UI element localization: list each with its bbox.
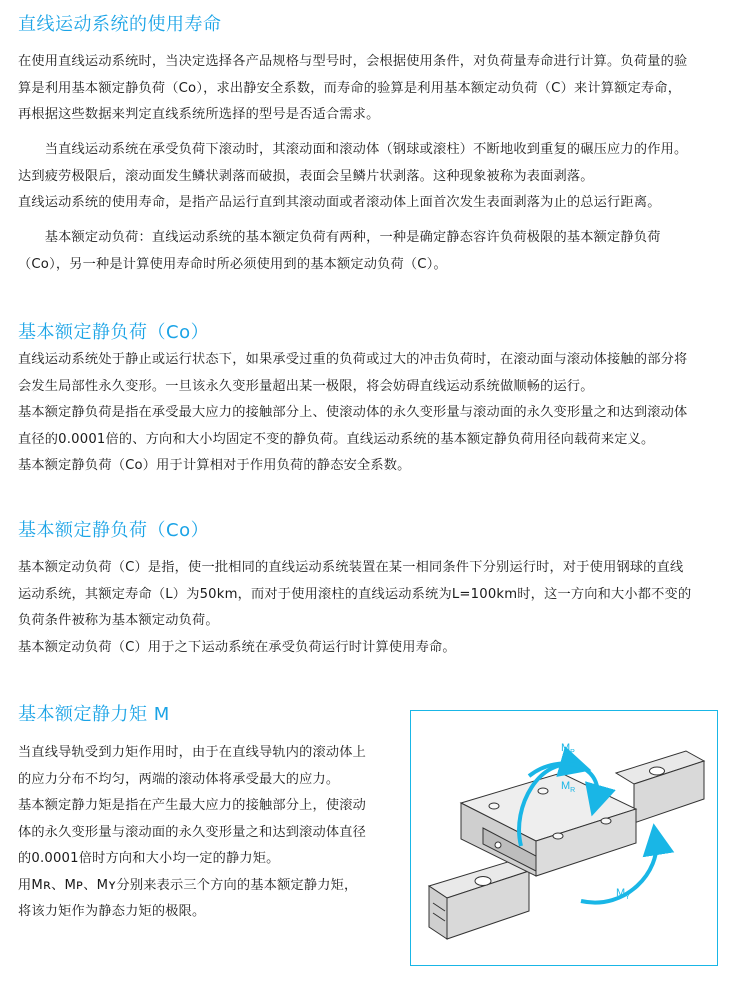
text-line: 基本额定静负荷是指在承受最大应力的接触部分上、使滚动体的永久变形量与滚动面的永久变形量之和达到滚动体 [18,405,688,420]
linear-guide-figure [410,710,718,966]
section-title-static-load: 基本额定静负荷（Co） [18,322,210,343]
text-line: （Co），另一种是计算使用寿命时所必须使用到的基本额定动负荷（C）。 [18,256,447,272]
text-line: 的0.0001倍时方向和大小均一定的静力矩。 [18,851,280,866]
text-line: 基本额定动负荷（C）用于之下运动系统在承受负荷运行时计算使用寿命。 [18,639,456,655]
paragraph-life-intro [18,49,718,129]
text-line: 当直线运动系统在承受负荷下滚动时，其滚动面和滚动体（钢球或滚柱）不断地收到重复的碾压应力的作用。 [18,142,688,157]
paragraph-load-types [18,225,718,278]
text-line: 直线运动系统处于静止或运行状态下，如果承受过重的负荷或过大的冲击负荷时，在滚动面与滚动体接触的部分将 [18,352,688,367]
section-title-service-life: 直线运动系统的使用寿命 [18,14,222,35]
text-line: 基本额定动负荷：直线运动系统的基本额定负荷有两种，一种是确定静态容许负荷极限的基本额定静负荷 [18,230,661,245]
carriage-block [461,773,636,876]
text-line: 达到疲劳极限后，滚动面发生鳞状剥落而破损，表面会呈鳞片状剥落。这种现象被称为表面剥落。 [18,168,594,184]
text-line: 直线运动系统的使用寿命，是指产品运行直到其滚动面或者滚动体上面首次发生表面剥落为止的总运行距离。 [18,195,661,210]
text-line: 负荷条件被称为基本额定动负荷。 [18,613,219,628]
section-title-static-moment: 基本额定静力矩 M [18,704,170,725]
label-my: $M_Y$ [616,887,630,901]
text-line: 体的永久变形量与滚动面的永久变形量之和达到滚动体直径 [18,824,367,840]
text-line: 用Mʀ、Mᴘ、Mʏ分别来表示三个方向的基本额定静力矩， [18,877,358,893]
text-line: 将该力矩作为静态力矩的极限。 [18,904,206,919]
text-line: 基本额定静力矩是指在产生最大应力的接触部分上，使滚动 [18,798,367,813]
text-line: 直径的0.0001倍的、方向和大小均固定不变的静负荷。直线运动系统的基本额定静负荷用径向载荷来定义。 [18,431,655,447]
paragraph-static-load [18,347,718,480]
paragraph-flaking [18,137,718,217]
label-mp: $M_P$ [561,742,575,756]
rail-front [429,861,529,939]
section-title-dynamic-load: 基本额定静负荷（Co） [18,520,210,541]
label-mr: $M_R$ [561,780,576,794]
text-line: 算是利用基本额定静负荷（Co），求出静安全系数，而寿命的验算是利用基本额定动负荷（C）来计算额定寿命， [18,80,682,96]
text-line: 会发生局部性永久变形。一旦该永久变形量超出某一极限，将会妨碍直线运动系统做顺畅的运行。 [18,378,594,394]
linear-guide-illustration [411,711,717,965]
paragraph-static-moment [18,740,398,926]
text-line: 基本额定静负荷（Co）用于计算相对于作用负荷的静态安全系数。 [18,458,411,473]
text-line: 基本额定动负荷（C）是指，使一批相同的直线运动系统装置在某一相同条件下分别运行时，对于使用钢球的直线 [18,560,684,575]
text-line: 的应力分布不均匀，两端的滚动体将承受最大的应力。 [18,771,340,787]
text-line: 当直线导轨受到力矩作用时，由于在直线导轨内的滚动体上 [18,745,367,760]
text-line: 在使用直线运动系统时，当决定选择各产品规格与型号时，会根据使用条件，对负荷量寿命进行计算。负荷量的验 [18,54,688,69]
text-line: 运动系统，其额定寿命（L）为50km，而对于使用滚柱的直线运动系统为L=100km时，这一方向和大小都不变的 [18,586,692,602]
text-line: 再根据这些数据来判定直线系统所选择的型号是否适合需求。 [18,107,380,122]
paragraph-dynamic-load [18,555,718,661]
